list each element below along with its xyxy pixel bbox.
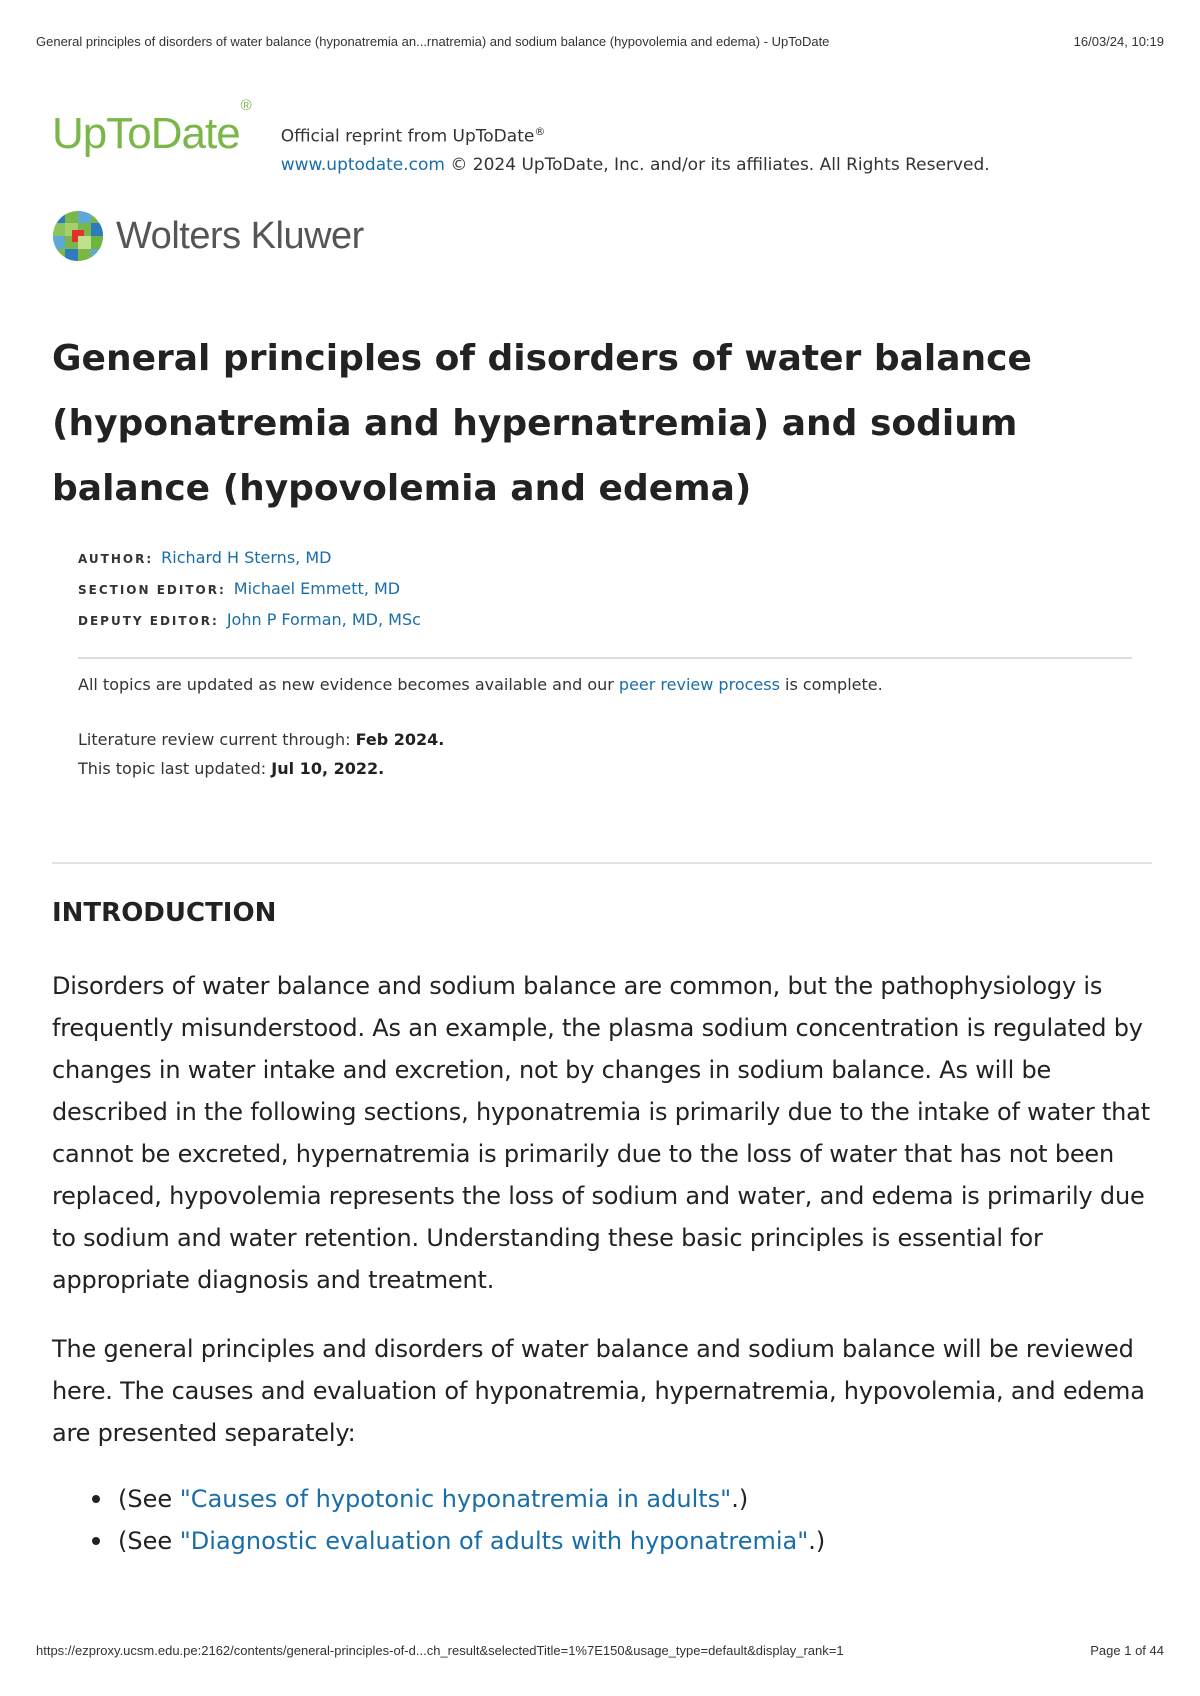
last-updated-date: Jul 10, 2022. xyxy=(271,759,385,778)
section-divider xyxy=(52,862,1152,864)
credit-label: SECTION EDITOR: xyxy=(78,583,226,597)
diagnostic-evaluation-link[interactable]: "Diagnostic evaluation of adults with hyponatremia" xyxy=(179,1527,809,1555)
review-note-after: is complete. xyxy=(779,675,883,694)
see-prefix: (See xyxy=(118,1485,180,1513)
literature-review-info xyxy=(78,725,444,783)
list-item xyxy=(98,1520,825,1562)
introduction-heading: INTRODUCTION xyxy=(52,898,277,928)
wolters-kluwer-wordmark: Wolters Kluwer xyxy=(116,214,364,257)
wolters-kluwer-globe-icon xyxy=(52,210,104,262)
credit-label: DEPUTY EDITOR: xyxy=(78,614,219,628)
introduction-paragraph-1: Disorders of water balance and sodium balance are common, but the pathophysiology is frequently misunderstood. As an example, the plasma sodium concentration is regulated by changes in water intake and excretion, not by changes in sodium balance. As will be described in the following sections, hyponatremia is primarily due to the intake of water that cannot be excreted, hypernatremia is primarily due to the loss of water that has not been replaced, hypovolemia represents the loss of sodium and water, and edema is primarily due to sodium and water retention. Understanding these basic principles is essential for appropriate diagnosis and treatment. xyxy=(52,972,1150,1294)
author-link[interactable]: Richard H Sterns, MD xyxy=(161,548,332,567)
article-credits xyxy=(78,543,421,636)
deputy-editor-link[interactable]: John P Forman, MD, MSc xyxy=(226,610,421,629)
reprint-registered-mark: ® xyxy=(534,125,546,138)
causes-hyponatremia-link[interactable]: "Causes of hypotonic hyponatremia in adults" xyxy=(179,1485,732,1513)
reprint-notice xyxy=(281,118,990,179)
uptodate-logo xyxy=(52,97,251,158)
page-number: Page 1 of 44 xyxy=(1090,1643,1164,1658)
last-updated-line xyxy=(78,754,444,783)
brand-row xyxy=(52,97,990,179)
credit-deputy-editor xyxy=(78,605,421,636)
see-prefix: (See xyxy=(118,1527,180,1555)
lit-review-line xyxy=(78,725,444,754)
uptodate-logo-text: UpToDate xyxy=(52,109,240,158)
see-suffix: .) xyxy=(808,1527,826,1555)
print-header xyxy=(36,34,1164,49)
review-note xyxy=(78,672,883,698)
section-editor-link[interactable]: Michael Emmett, MD xyxy=(233,579,401,598)
credit-label: AUTHOR: xyxy=(78,552,154,566)
see-suffix: .) xyxy=(731,1485,749,1513)
registered-mark: ® xyxy=(240,97,251,115)
reprint-line xyxy=(281,118,990,151)
introduction-paragraph-2: The general principles and disorders of water balance and sodium balance will be reviewed here. The causes and evaluation of hyponatremia, hypernatremia, hypovolemia, and edema are presented separately: xyxy=(52,1335,1145,1447)
print-footer-url: https://ezproxy.ucsm.edu.pe:2162/contents/general-principles-of-d...ch_result&selectedTitle=1%7E150&usage_type=default&display_rank=1 xyxy=(36,1643,844,1658)
copyright-text: © 2024 UpToDate, Inc. and/or its affiliates. All Rights Reserved. xyxy=(444,154,990,175)
credit-author xyxy=(78,543,421,574)
print-footer xyxy=(36,1643,1164,1658)
uptodate-site-link[interactable]: www.uptodate.com xyxy=(280,154,445,175)
see-also-list xyxy=(98,1478,825,1562)
print-header-title: General principles of disorders of water balance (hyponatremia an...rnatremia) and sodium balance (hypovolemia and edema) - UpToDate xyxy=(36,34,830,49)
lit-review-date: Feb 2024. xyxy=(355,730,445,749)
reprint-text: Official reprint from UpToDate xyxy=(280,126,535,147)
copyright-line xyxy=(281,151,990,179)
review-note-before: All topics are updated as new evidence becomes available and our xyxy=(78,675,619,694)
last-updated-label: This topic last updated: xyxy=(78,759,272,778)
peer-review-link[interactable]: peer review process xyxy=(618,675,780,694)
wolters-kluwer-logo xyxy=(52,210,364,262)
credit-section-editor xyxy=(78,574,421,605)
article-title: General principles of disorders of water balance (hyponatremia and hypernatremia) and sodium balance (hypovolemia and edema) xyxy=(52,338,1032,509)
credits-divider xyxy=(78,657,1132,659)
list-item xyxy=(98,1478,825,1520)
lit-review-label: Literature review current through: xyxy=(78,730,356,749)
print-header-datetime: 16/03/24, 10:19 xyxy=(1073,34,1164,49)
